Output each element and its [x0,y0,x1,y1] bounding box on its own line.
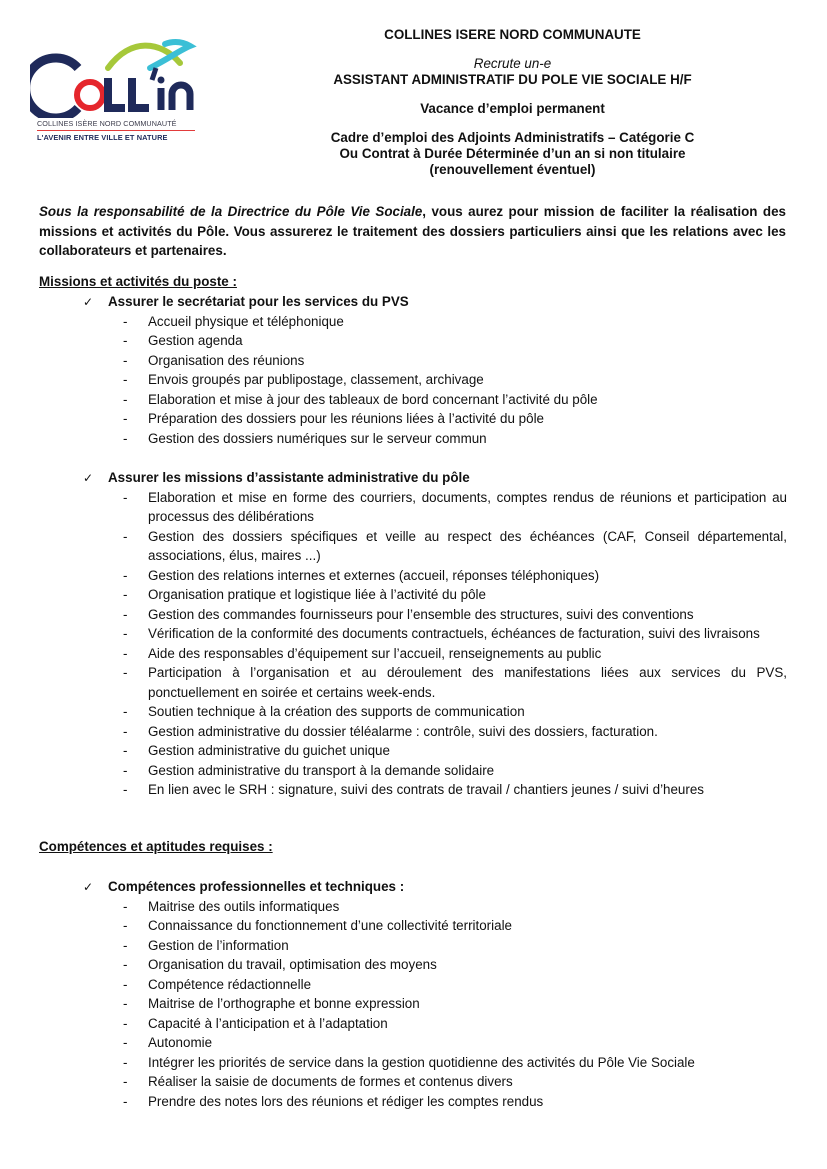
logo-tagline: L'AVENIR ENTRE VILLE ET NATURE [37,133,168,142]
list-item: - Gestion des dossiers numériques sur le serveur commun [83,429,787,449]
list-item: - Autonomie [83,1033,787,1053]
mission-group-secretariat [83,292,787,448]
dash-icon: - [123,898,128,914]
dash-icon: - [123,665,128,680]
dash-icon: - [123,391,128,407]
list-item: - Intégrer les priorités de service dans la gestion quotidienne des activités du Pôle Vie Sociale [83,1053,787,1073]
list-item: - Organisation des réunions [83,351,787,371]
list-item: - Connaissance du fonctionnement d’une collectivité territoriale [83,916,787,936]
list-item: - Soutien technique à la création des supports de communication [83,702,787,722]
logo-subtitle: COLLINES ISÈRE NORD COMMUNAUTÉ [37,119,177,128]
dash-icon: - [123,430,128,446]
checkmark-icon: ✓ [83,471,94,485]
dash-icon: - [123,606,128,622]
dash-icon: - [123,1054,128,1070]
skills-group-professional [83,877,787,1111]
dash-icon: - [123,1035,128,1050]
dash-icon: - [123,704,128,719]
list-item: - Gestion administrative du guichet unique [83,741,787,761]
list-item: - Prendre des notes lors des réunions et rédiger les comptes rendus [83,1092,787,1112]
mission-group-assistant [83,468,787,800]
dash-icon: - [123,528,128,544]
list-item: - Organisation du travail, optimisation des moyens [83,955,787,975]
heading-text: Assurer le secrétariat pour les services du PVS [108,294,409,309]
vacancy-type: Vacance d’emploi permanent [420,101,605,116]
employment-frame [290,130,735,178]
list-item: - Participation à l’organisation et au déroulement des manifestations liées aux services du PVS, ponctuellement en soirée et certains week-ends. [83,663,787,702]
mission-group-heading [83,468,787,488]
dash-icon: - [123,489,128,505]
skills-section-title: Compétences et aptitudes requises : [39,839,273,854]
list-item: - Elaboration et mise à jour des tableaux de bord concernant l’activité du pôle [83,390,787,410]
dash-icon: - [123,937,128,953]
list-item: - Gestion administrative du dossier téléalarme : contrôle, suivi des dossiers, facturation. [83,722,787,742]
list-item: - Gestion des relations internes et externes (accueil, réponses téléphoniques) [83,566,787,586]
list-item: - Réaliser la saisie de documents de formes et contenus divers [83,1072,787,1092]
heading-text: Compétences professionnelles et techniques : [108,879,405,894]
dash-icon: - [123,1074,128,1089]
intro-paragraph [39,202,786,261]
list-item: - En lien avec le SRH : signature, suivi des contrats de travail / chantiers jeunes / suivi d’heures [83,780,787,800]
list-item: - Gestion agenda [83,331,787,351]
dash-icon: - [123,957,128,972]
list-item: - Gestion des commandes fournisseurs pour l’ensemble des structures, suivi des conventions [83,605,787,625]
list-item: - Organisation pratique et logistique liée à l’activité du pôle [83,585,787,605]
intro-italic: Sous la responsabilité de la Directrice du Pôle Vie Sociale [39,204,423,219]
list-item: - Vérification de la conformité des documents contractuels, échéances de facturation, suivi des livraisons [83,624,787,644]
missions-section-title: Missions et activités du poste : [39,274,237,289]
list-item: - Gestion des dossiers spécifiques et veille au respect des échéances (CAF, Conseil départemental, associations, élus, maires ...) [83,527,787,566]
dash-icon: - [123,313,128,329]
list-item: - Gestion administrative du transport à la demande solidaire [83,761,787,781]
list-item: - Envois groupés par publipostage, classement, archivage [83,370,787,390]
list-item: - Capacité à l’anticipation et à l’adaptation [83,1014,787,1034]
dash-icon: - [123,782,128,797]
list-item: - Maitrise de l’orthographe et bonne expression [83,994,787,1014]
dash-icon: - [123,372,128,387]
list-item: - Elaboration et mise en forme des courriers, documents, comptes rendus de réunions et participation au processus des délibérations [83,488,787,527]
mission-group-heading [83,292,787,312]
checkmark-icon: ✓ [83,880,94,894]
dash-icon: - [123,352,128,368]
collin-logo [30,28,200,148]
logo-divider [37,130,195,131]
checkmark-icon: ✓ [83,295,94,309]
list-item: - Aide des responsables d’équipement sur l’accueil, renseignements au public [83,644,787,664]
frame-line-1: Cadre d’emploi des Adjoints Administratifs – Catégorie C [330,130,695,145]
list-item: - Accueil physique et téléphonique [83,312,787,332]
organization-name: COLLINES ISERE NORD COMMUNAUTE [384,27,641,42]
dash-icon: - [123,918,128,933]
mission-list [83,312,787,449]
dash-icon: - [123,567,128,583]
mission-list [83,488,787,800]
intro-rest: , vous aurez pour mission de faciliter la réalisation des missions et activités du Pôle. Vous assurerez le traitement des dossiers particuliers ainsi que les relations avec les collaborateurs et partenaires. [39,204,786,259]
document-header [290,27,735,178]
dash-icon: - [123,626,128,641]
dash-icon: - [123,1015,128,1031]
frame-line-2: Ou Contrat à Durée Déterminée d’un an si non titulaire [339,146,686,161]
dash-icon: - [123,723,128,739]
list-item: - Maitrise des outils informatiques [83,897,787,917]
skills-list [83,897,787,1112]
recruit-label: Recrute un-e [473,56,552,71]
dash-icon: - [123,587,128,602]
skills-group-heading [83,877,787,897]
dash-icon: - [123,743,128,758]
logo-graphic [30,28,200,118]
dash-icon: - [123,645,128,661]
list-item: - Compétence rédactionnelle [83,975,787,995]
list-item: - Préparation des dossiers pour les réunions liées à l’activité du pôle [83,409,787,429]
dash-icon: - [123,1093,128,1109]
dash-icon: - [123,762,128,778]
job-title: ASSISTANT ADMINISTRATIF DU POLE VIE SOCIALE H/F [333,72,692,87]
frame-line-3: (renouvellement éventuel) [429,162,596,177]
dash-icon: - [123,411,128,426]
dash-icon: - [123,333,128,348]
heading-text: Assurer les missions d’assistante administrative du pôle [108,470,470,485]
dash-icon: - [123,976,128,992]
list-item: - Gestion de l’information [83,936,787,956]
dash-icon: - [123,996,128,1011]
